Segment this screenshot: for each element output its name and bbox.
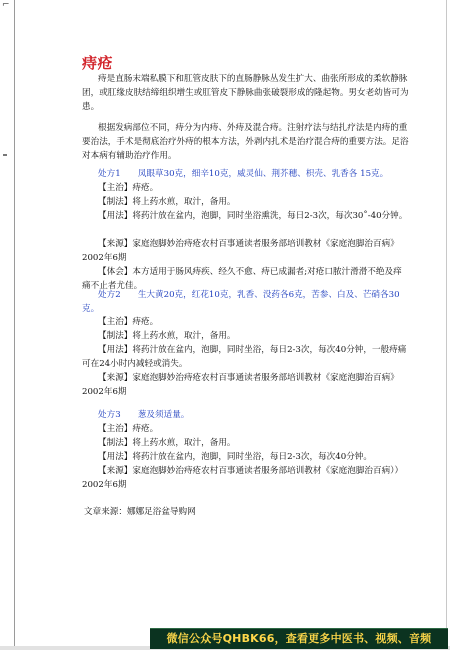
wechat-promo-banner[interactable]: 微信公众号QHBK66，查看更多中医书、视频、音频 — [150, 628, 448, 649]
page-right-border — [446, 0, 447, 650]
prescription-2-source: 【来源】家庭泡脚妙治痔疮农村百事通读者服务部培训教材《家庭泡脚治百病》2002年6期 — [82, 373, 399, 397]
margin-marker — [3, 154, 7, 156]
prescription-1-preparation: 【制法】将上药水煎，取汁，备用。 — [98, 197, 236, 207]
prescription-1-usage: 【用法】将药汁放在盆内，泡脚，同时坐浴熏洗，每日2-3次，每次30˚-40分钟。 — [98, 211, 408, 221]
corner-crop-icon: ⌐ — [2, 0, 10, 10]
prescription-3-indication: 【主治】痔疮。 — [98, 424, 159, 434]
prescription-1-indication: 【主治】痔疮。 — [98, 183, 159, 193]
page-left-border — [14, 0, 15, 650]
prescription-1-notes: 【体会】本方适用于肠风痔疾、经久不愈、痔已成漏者;对疮口脓汁滑滑不绝及痒痛不止者尤佳。 — [82, 267, 402, 291]
prescription-3-source: 【来源】家庭泡脚妙治痔疮农村百事通读者服务部培训教材《家庭泡脚治百病））2002年6期 — [82, 466, 404, 490]
article-source: 文章来源：娜娜足浴盆导购网 — [84, 507, 196, 517]
intro-paragraph: 痔是直肠末端私膜下和肛管皮肤下的直肠静脉丛发生扩大、曲张所形成的柔软静脉团，或肛缘皮肤结缔组织增生或肛管皮下静脉曲张破裂形成的隆起物。男女老幼皆可为患。 — [82, 74, 409, 112]
prescription-2-heading: 处方2 生大黄20克，红花10克，乳香、没药各6克，苦参、白及、芒硝各30克。 — [82, 290, 400, 314]
prescription-2-usage: 【用法】将药汁放在盆内，泡脚，同时坐浴，每日2-3次，每次40分钟，一般痔痛可在24小时内减轻或消失。 — [82, 345, 407, 369]
classification-paragraph: 根据发病部位不同，痔分为内痔、外痔及混合痔。注射疗法与结扎疗法是内痔的重要治法，手术是彻底治疗外痔的根本方法，外剥内扎术是治疗混合痔的重要方法。足浴对本病有辅助治疗作用。 — [82, 123, 409, 161]
prescription-3-heading: 处方3 葱及须适量。 — [98, 410, 190, 420]
prescription-2-preparation: 【制法】将上药水煎，取汁，备用。 — [98, 331, 236, 341]
article-title: 痔疮 — [82, 54, 114, 72]
prescription-2-indication: 【主治】痔疮。 — [98, 317, 159, 327]
prescription-1-source: 【来源】家庭泡脚妙治痔疮农村百事通读者服务部培训教材《家庭泡脚治百病》2002年6期 — [82, 239, 399, 263]
prescription-1-heading: 处方1 凤眼草30克，细辛10克，威灵仙、荆芥穗、枳壳、乳香各 15克。 — [98, 169, 389, 179]
prescription-3-usage: 【用法】将药汁放在盆内，泡脚，同时坐浴，每日2-3次，每次40分钟。 — [98, 452, 372, 462]
prescription-3-preparation: 【制法】将上药水煎，取汁，备用。 — [98, 438, 236, 448]
